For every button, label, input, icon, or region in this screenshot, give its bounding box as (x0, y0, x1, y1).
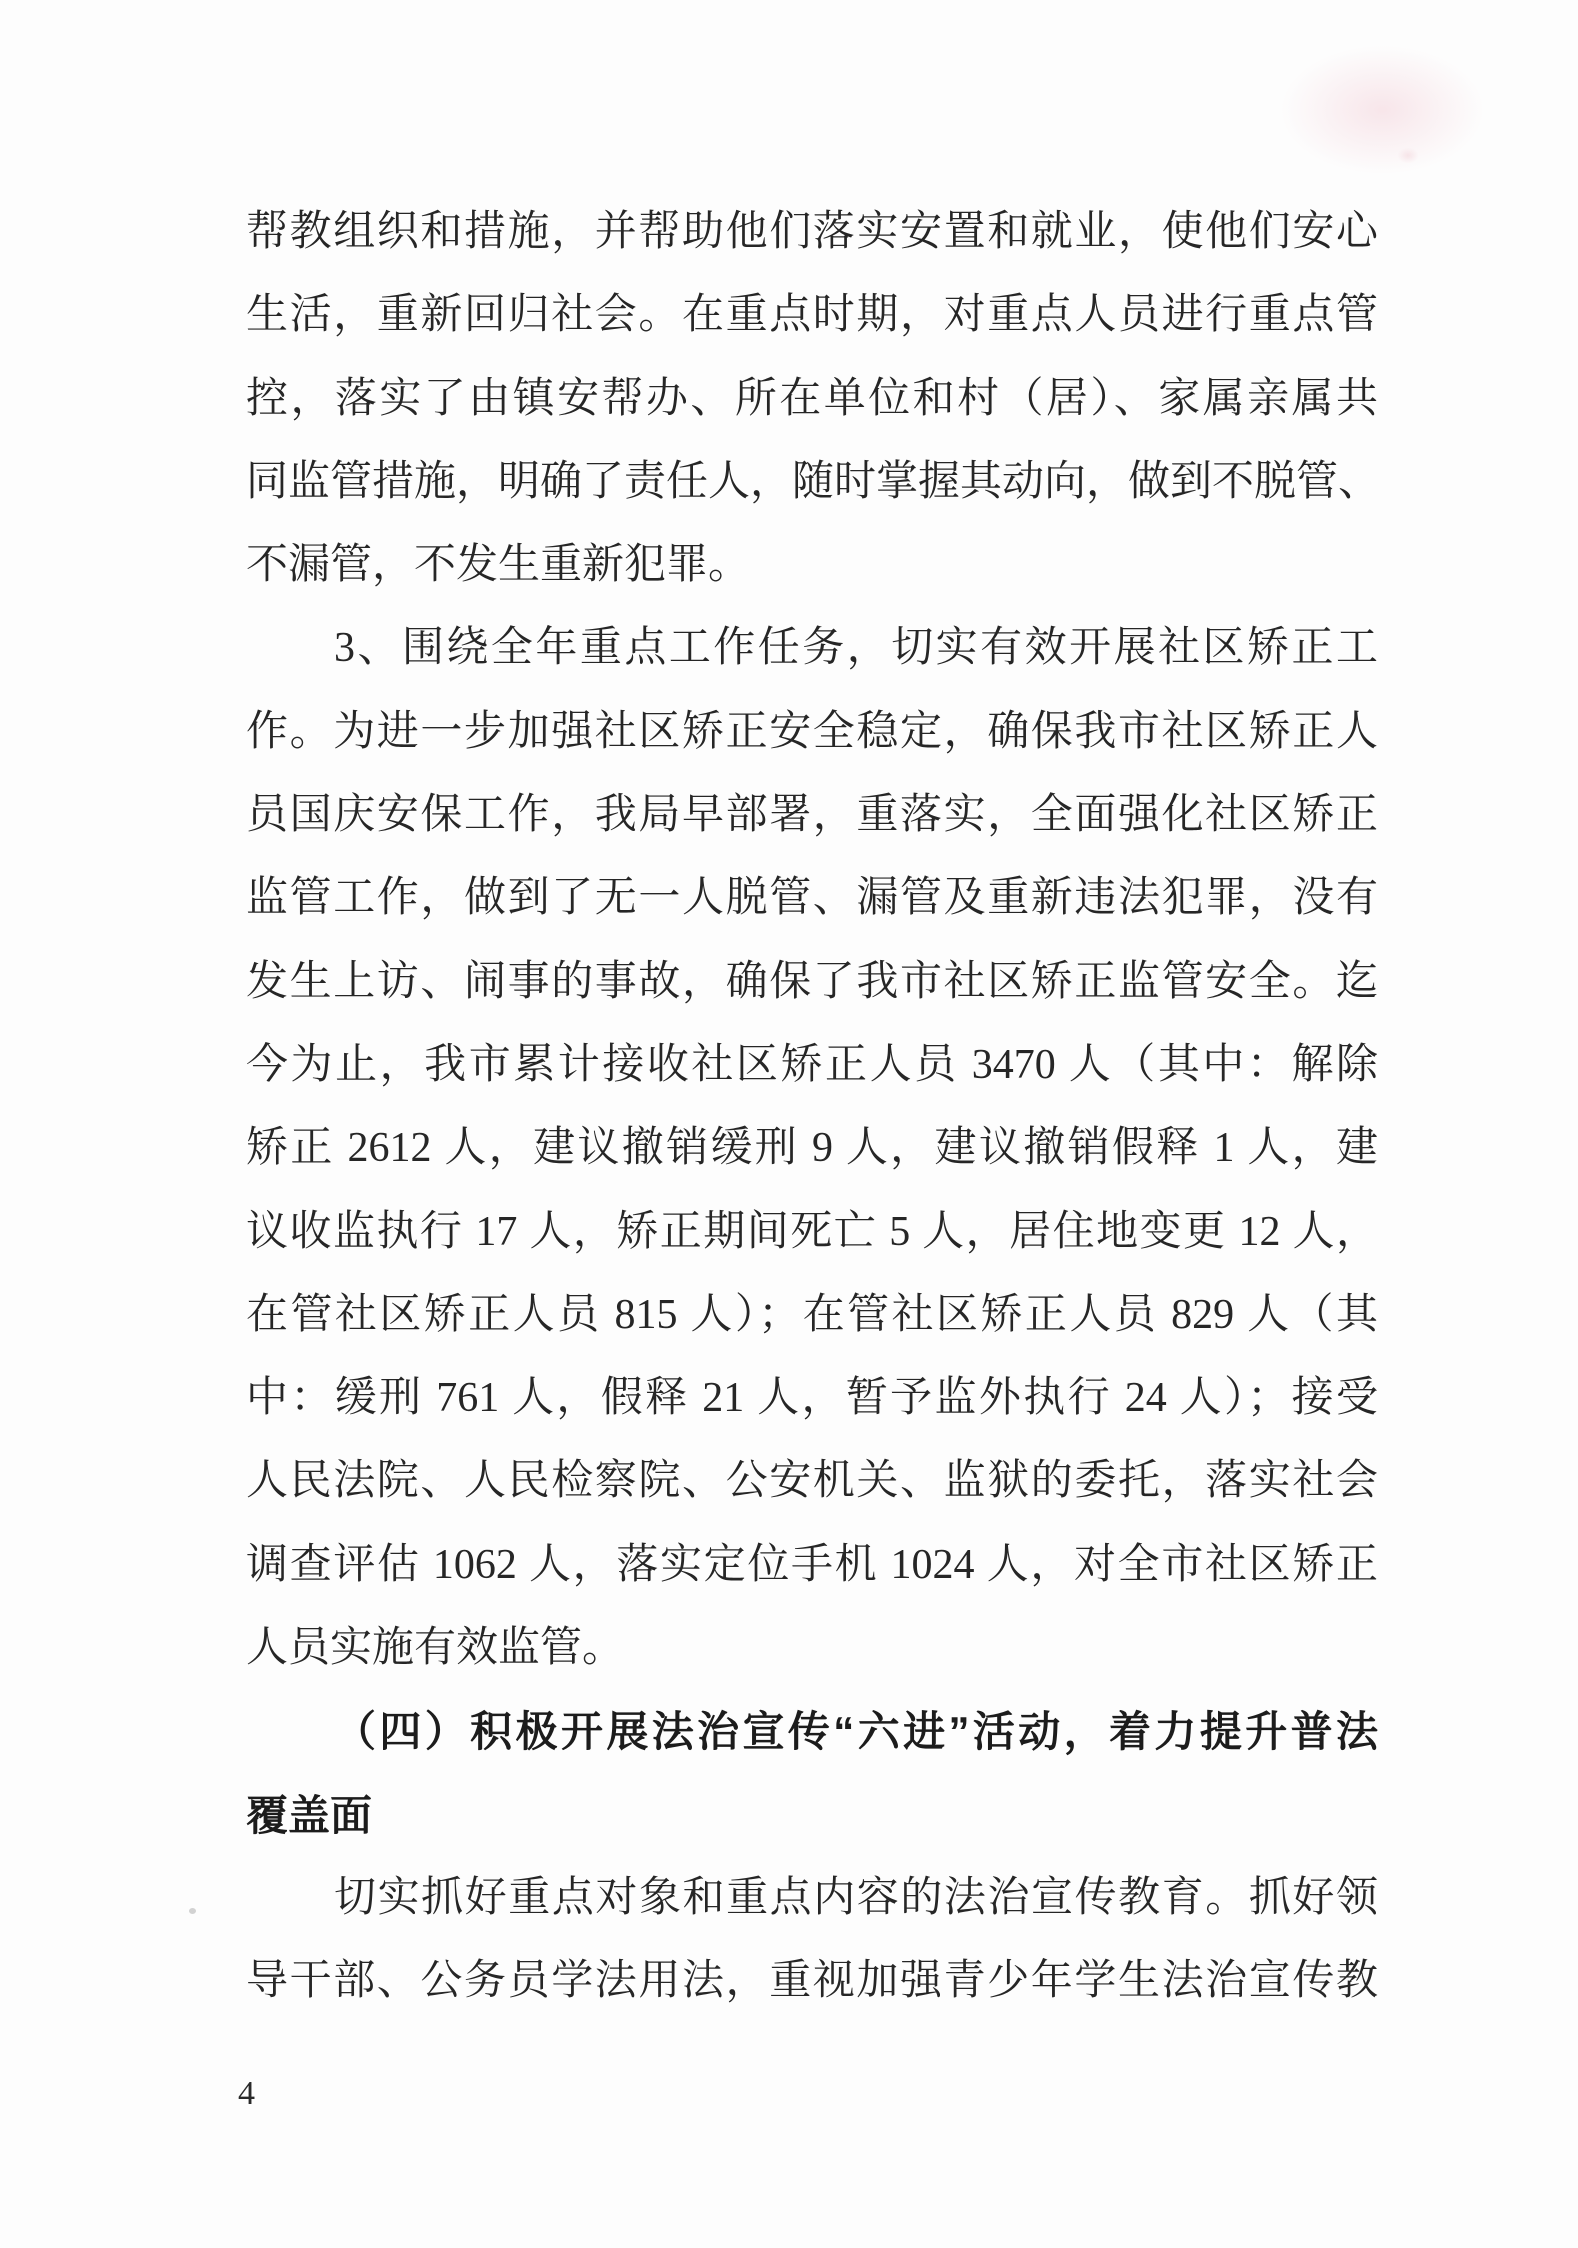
section-heading-line: （四）积极开展法治宣传“六进”活动，着力提升普法 (334, 1708, 1378, 1756)
body-line: 生活，重新回归社会。在重点时期，对重点人员进行重点管 (246, 292, 1378, 339)
body-line: 切实抓好重点对象和重点内容的法治宣传教育。抓好领 (334, 1874, 1378, 1921)
body-line: 3、围绕全年重点工作任务，切实有效开展社区矫正工 (334, 625, 1378, 672)
section-heading-line: 覆盖面 (246, 1791, 373, 1839)
body-line: 控，落实了由镇安帮办、所在单位和村（居）、家属亲属共 (246, 375, 1378, 422)
body-line: 在管社区矫正人员 815 人）；在管社区矫正人员 829 人（其 (246, 1291, 1378, 1338)
body-line: 员国庆安保工作，我局早部署，重落实，全面强化社区矫正 (246, 792, 1378, 839)
body-line: 议收监执行 17 人，矫正期间死亡 5 人，居住地变更 12 人， (246, 1208, 1378, 1255)
body-line: 调查评估 1062 人，落实定位手机 1024 人，对全市社区矫正 (246, 1541, 1378, 1588)
body-line: 矫正 2612 人，建议撤销缓刑 9 人，建议撤销假释 1 人，建 (246, 1125, 1378, 1172)
stamp-smudge-artifact (1280, 45, 1485, 175)
body-line: 中：缓刑 761 人，假释 21 人，暂予监外执行 24 人）；接受 (246, 1375, 1378, 1422)
body-line: 人民法院、人民检察院、公安机关、监狱的委托，落实社会 (246, 1458, 1378, 1505)
body-line: 监管工作，做到了无一人脱管、漏管及重新违法犯罪，没有 (246, 875, 1378, 922)
body-line: 作。为进一步加强社区矫正安全稳定，确保我市社区矫正人 (246, 708, 1378, 755)
scan-speck-artifact (189, 1908, 196, 1914)
body-line: 不漏管，不发生重新犯罪。 (246, 542, 751, 589)
body-line: 帮教组织和措施，并帮助他们落实安置和就业，使他们安心 (246, 209, 1378, 255)
page-number: 4 (238, 2075, 255, 2112)
body-line: 同监管措施，明确了责任人，随时掌握其动向，做到不脱管、 (246, 458, 1381, 505)
body-line: 人员实施有效监管。 (246, 1625, 625, 1672)
document-body (246, 191, 1381, 2024)
stamp-smudge-dot-artifact (1398, 148, 1418, 163)
body-line: 导干部、公务员学法用法，重视加强青少年学生法治宣传教 (246, 1958, 1378, 2005)
body-line: 今为止，我市累计接收社区矫正人员 3470 人（其中：解除 (246, 1041, 1378, 1088)
body-line: 发生上访、闹事的事故，确保了我市社区矫正监管安全。迄 (246, 958, 1378, 1005)
